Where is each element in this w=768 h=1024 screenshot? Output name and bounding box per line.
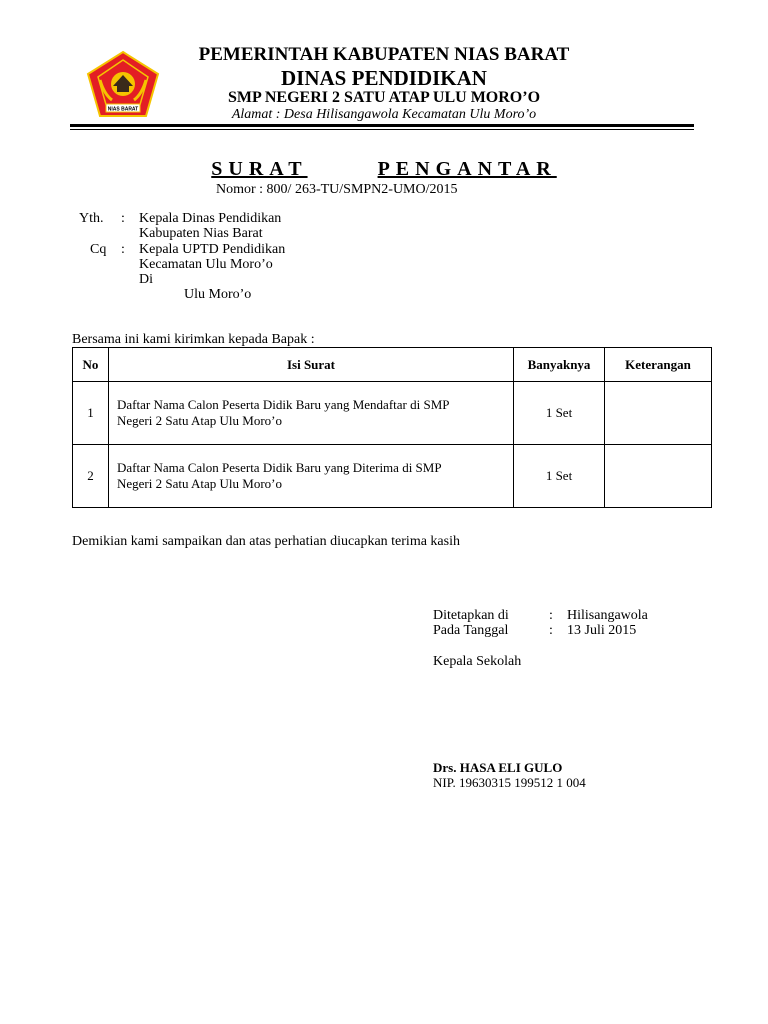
letterhead-school: SMP NEGERI 2 SATU ATAP ULU MORO’O — [227, 89, 541, 106]
document-table — [72, 347, 712, 508]
cell-isi — [109, 445, 514, 508]
header-banyaknya: Banyaknya — [514, 348, 605, 382]
tanggal-label: Pada Tanggal — [433, 623, 509, 638]
tanggal-colon: : — [549, 623, 553, 638]
cell-isi — [109, 382, 514, 445]
cell-isi-line: Daftar Nama Calon Peserta Didik Baru yang Mendaftar di SMP — [117, 397, 450, 412]
recipient-line: Kepala UPTD Pendidikan — [139, 242, 286, 257]
cell-banyaknya: 1 Set — [514, 382, 605, 445]
signer-name: Drs. HASA ELI GULO — [433, 760, 563, 775]
ditetapkan-label: Ditetapkan di — [433, 608, 509, 623]
intro-text: Bersama ini kami kirimkan kepada Bapak : — [72, 332, 315, 347]
title-word-surat: SURAT — [211, 158, 308, 180]
recipient-line: Kecamatan Ulu Moro’o — [139, 257, 273, 272]
recipient-cq-label: Cq — [90, 242, 107, 257]
header-isi: Isi Surat — [109, 348, 514, 382]
recipient-line: Di — [139, 272, 153, 287]
signer-nip: NIP. 19630315 199512 1 004 — [433, 775, 586, 790]
cell-isi-line: Negeri 2 Satu Atap Ulu Moro’o — [117, 413, 283, 428]
document-title — [0, 158, 768, 181]
closing-text: Demikian kami sampaikan dan atas perhatian diucapkan terima kasih — [72, 534, 460, 549]
recipient-yth-colon: : — [121, 211, 125, 226]
cell-keterangan — [605, 445, 712, 508]
tanggal-value: 13 Juli 2015 — [567, 623, 637, 638]
cell-no: 1 — [73, 382, 109, 445]
letterhead-government: PEMERINTAH KABUPATEN NIAS BARAT — [198, 44, 570, 65]
signer-position: Kepala Sekolah — [433, 654, 522, 669]
document-number: Nomor : 800/ 263-TU/SMPN2-UMO/2015 — [216, 182, 458, 197]
cell-isi-line: Daftar Nama Calon Peserta Didik Baru yang Diterima di SMP — [117, 460, 442, 475]
header-keterangan: Keterangan — [605, 348, 712, 382]
logo-banner-text: NIAS BARAT — [107, 106, 139, 113]
letterhead-department: DINAS PENDIDIKAN — [281, 66, 487, 90]
recipient-line: Kepala Dinas Pendidikan — [139, 211, 282, 226]
cell-isi-line: Negeri 2 Satu Atap Ulu Moro’o — [117, 476, 283, 491]
cell-keterangan — [605, 382, 712, 445]
table-row — [73, 382, 712, 445]
cell-banyaknya: 1 Set — [514, 445, 605, 508]
header-no: No — [73, 348, 109, 382]
recipient-line: Kabupaten Nias Barat — [139, 226, 263, 241]
letterhead-address: Alamat : Desa Hilisangawola Kecamatan Ulu Moro’o — [231, 107, 537, 122]
table-header-row — [73, 348, 712, 382]
recipient-yth-label: Yth. — [79, 211, 104, 226]
table-row — [73, 445, 712, 508]
recipient-cq-colon: : — [121, 242, 125, 257]
cell-no: 2 — [73, 445, 109, 508]
ditetapkan-colon: : — [549, 608, 553, 623]
ditetapkan-value: Hilisangawola — [567, 608, 648, 623]
letterhead-thick-rule — [70, 124, 694, 127]
recipient-line: Ulu Moro’o — [184, 287, 252, 302]
letterhead-thin-rule — [70, 129, 694, 130]
title-word-pengantar: PENGANTAR — [377, 158, 557, 180]
